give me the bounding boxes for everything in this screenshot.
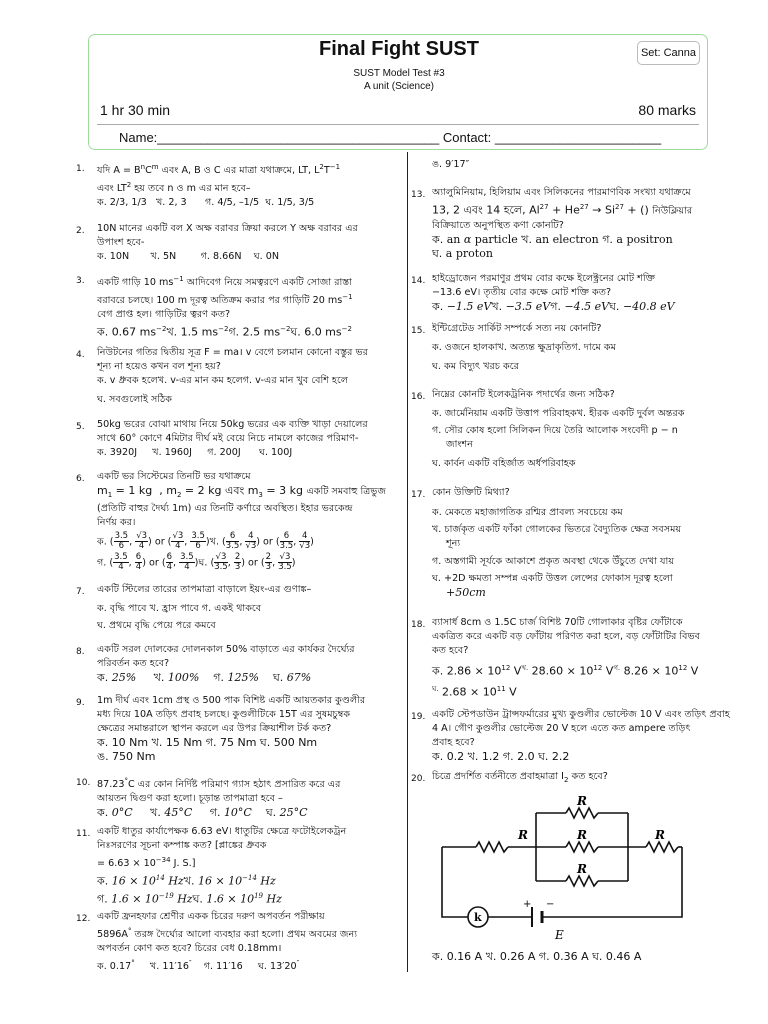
question-line: 13, 2 এবং 14 হলে, $Al^{27} + He^{27} \to Si^{27}$ + () নিউক্লিয়ার [432, 203, 693, 217]
options: ক. 2/3, 1/3 খ. 2, 3 গ. 4/5, –1/5 ঘ. 1/5, 3/5 [97, 197, 315, 209]
question-line: একটি ধাতুর কার্যাপেক্ষক 6.63 eV। ধাতুটির ক্ষেত্রে ফটোইলেকট্রন [97, 826, 347, 837]
question-line: অ্যালুমিনিয়াম, হিলিয়াম এবং সিলিকনের পারমাণবিক সংখ্যা যথাক্রমে [432, 187, 691, 198]
question-number: 17. [411, 490, 426, 500]
options: খ. চার্জকৃত একটি ফাঁকা গোলকের ভিতরে বৈদ্যুতিক ক্ষেত্র সবসময় [432, 524, 682, 535]
question-line: ক্ষেত্রের সমান্তরালে স্থাপন করলে এর উপর ক্রিয়াশীল টর্ক কত? [97, 723, 332, 734]
question-line: শূন্য না হয়েও কখন বল শূন্য হয়? [97, 361, 221, 372]
options: ক. 25% খ. 100% গ. 125% ঘ. 67% [97, 671, 312, 684]
question-17 [411, 486, 682, 600]
question-line: আয়তন দ্বিগুণ করা হলো। চূড়ান্ত তাপমাত্রা হবে – [97, 793, 283, 805]
question-number: 18. [411, 620, 426, 630]
question-line: 4 A। গৌণ কুণ্ডলীর ভোল্টেজ 20 V হলে এতে কত ampere তড়িৎ [432, 723, 691, 734]
options: ক. $2.86 \times 10^{12}$ $V^{খ.}$ $28.60 \times 10^{12}$ $V^{গ.}$ $8.26 \times 10^{12}$ V [432, 664, 699, 678]
options: ঘ. a proton [432, 246, 493, 260]
question-line: একটি স্টিলের তারের তাপমাত্রা বাড়ালে ইয়ং-এর গুণাঙ্ক– [97, 584, 312, 595]
options: ক. $16 \times 10^{14}$ Hzখ. $16 \times 10^{-14}$ Hz [97, 874, 276, 888]
question-line: চিত্রে প্রদর্শিত বর্তনীতে প্রবাহমাত্রা $I_2$ কত হবে? [432, 771, 608, 784]
question-10 [76, 774, 341, 820]
circuit-diagram [432, 795, 692, 945]
options: ক. জার্মেনিয়াম একটি উত্তাপ পরিবাহকখ. হীরক একটি দুর্বল অন্তরক [432, 408, 685, 419]
question-line: একত্রিত করে একটি বড় ফোঁটায় পরিণত করা হলে, বড় ফোঁটাটির বিভব [432, 631, 700, 642]
options: ক. 3920J খ. 1960J গ. 200J ঘ. 100J [97, 447, 293, 458]
question-number: 10. [76, 778, 91, 788]
total-marks: 80 marks [638, 102, 696, 118]
question-8 [76, 643, 355, 685]
options: জাংশন [446, 439, 473, 450]
options: ক. ওজনে হালকাখ. অত্যন্ত ক্ষুদ্রাকৃতিগ. দামে কম [432, 342, 616, 353]
question-line: ব্যাসার্ধ 8cm ও 1.5C চার্জ বিশিষ্ট 70টি গোলাকার বৃষ্টির ফোঁটাকে [432, 617, 683, 628]
options: ক. 0°C খ. 45°C গ. 10°C ঘ. 25°C [97, 806, 308, 820]
options: ঘ. সবগুলোই সঠিক [97, 394, 172, 405]
options: ক. 0.2 খ. 1.2 গ. 2.0 ঘ. 2.2 [432, 750, 570, 763]
question-number: 2. [76, 226, 85, 236]
question-7 [76, 583, 312, 633]
header-divider [97, 124, 699, 125]
question-number: 20. [411, 774, 426, 784]
resistor-label: R [518, 828, 528, 842]
question-line: উপাংশ হবে- [97, 237, 145, 248]
options: ক. 0.16 A খ. 0.26 A গ. 0.36 A ঘ. 0.46 A [432, 950, 642, 963]
subtitle-test: SUST Model Test #3 [353, 68, 445, 79]
column-divider [407, 152, 408, 972]
question-line: একটি ভর সিস্টেমের তিনটি ভর যথাক্রমে [97, 471, 251, 482]
question-line: নিউটনের গতির দ্বিতীয় সূত্র F = ma। v বেগে চলমান কোনো বস্তুর ভর [97, 347, 368, 358]
set-label: Set: Canna [637, 41, 700, 65]
question-number: 13. [411, 190, 426, 200]
question-18 [411, 616, 700, 699]
options: ক. 10 Nm খ. 15 Nm গ. 75 Nm ঘ. 500 Nm [97, 736, 318, 749]
question-13 [411, 186, 693, 261]
question-3 [76, 272, 353, 340]
options: ক. v ধ্রুবক হলেখ. v-এর মান কম হলেগ. v-এর মান খুব বেশি হলে [97, 375, 348, 386]
options: ক. 10N খ. 5N গ. 8.66N ঘ. 0N [97, 251, 280, 262]
header-box [88, 34, 708, 150]
question-9 [76, 694, 366, 764]
options: ক. −1.5 eVখ. −3.5 eVগ. −4.5 eVঘ. −40.8 eV [432, 300, 675, 313]
question-line: মধ্য দিয়ে 10A তড়িৎ প্রবাহ চলছে। কুণ্ডলীটিকে 15T এর সুষমচুম্বক [97, 709, 351, 720]
question-4 [76, 346, 368, 407]
question-line: 87.23°C এর কোন নির্দিষ্ট পরিমাণ গ্যাস হঠাৎ প্রসারিত করে এর [97, 777, 341, 791]
resistor-label: R [577, 828, 587, 842]
question-number: 14. [411, 276, 426, 286]
question-2 [76, 222, 358, 264]
question-line: 10N মানের একটি বল X অক্ষ বরাবর ক্রিয়া করলে Y অক্ষ বরাবর এর [97, 223, 358, 234]
question-number: 15. [411, 326, 426, 336]
question-line: একটি সরল দোলকের দোলনকাল 50% বাড়াতে এর কার্যকর দৈর্ঘ্যের [97, 644, 355, 655]
question-number: 11. [76, 829, 91, 839]
question-number: 1. [76, 164, 85, 174]
duration: 1 hr 30 min [100, 102, 171, 118]
question-number: 8. [76, 647, 85, 657]
question-line: 5896A° তরঙ্গ দৈর্ঘ্যের আলো ব্যবহার করা হলো। প্রথম অবমের জন্য [97, 927, 357, 941]
options: ক. বৃদ্ধি পাবে খ. হ্রাস পাবে গ. একই থাকবে [97, 603, 262, 614]
resistor-label: R [577, 862, 587, 876]
question-5 [76, 418, 368, 460]
options: ঘ. প্রথমে বৃদ্ধি পেয়ে পরে কমবে [97, 620, 216, 631]
question-line: নির্ণয় কর। [97, 517, 136, 529]
options: $^{ঘ.}$ $2.68 \times 10^{11}$ V [432, 684, 517, 699]
question-19 [411, 708, 730, 764]
question-number: 6. [76, 474, 85, 484]
question-16 [411, 388, 685, 471]
options: ঘ. +2D ক্ষমতা সম্পন্ন একটি উত্তল লেন্সের ফোকাস দূরত্ব হলো [432, 573, 673, 584]
question-15 [411, 322, 616, 374]
key-label: k [474, 911, 482, 924]
name-contact-line: Name:_______________________________________ Contact: _______________________ [119, 130, 662, 145]
options: ক. an α particle খ. an electron গ. a positron [432, 232, 673, 246]
battery-minus: − [546, 899, 555, 910]
question-line: (প্রতিটি বাহুর দৈর্ঘ্য 1m) এর তিনটি কর্ণারে অবস্থিত। ইহার ভরকেন্দ্র [97, 503, 353, 515]
question-14 [411, 272, 675, 314]
question-line: কত হবে? [432, 645, 469, 656]
question-line: সাথে 60° কোণে 4মিটার দীর্ঘ মই বেয়ে নিচে নামলে কাজের পরিমাণ- [97, 433, 359, 444]
question-number: 5. [76, 422, 85, 432]
subtitle-unit: A unit (Science) [363, 81, 435, 92]
options: গ. অস্তগামী সূর্যকে আকাশে প্রকৃত অবস্থা থেকে উঁচুতে দেখা যায় [432, 556, 674, 567]
question-line: এবং $LT^2$ হয় তবে n ও m এর মান হবে– [97, 181, 251, 195]
options: গ. সৌর কোষ হলো সিলিকন দিয়ে তৈরি আলোক সংবেদী p − n [432, 425, 678, 436]
question-12-option-e [432, 158, 469, 172]
question-line: $m_1 = 1$ kg , $m_2 = 2$ kg এবং $m_3 = 3$ kg একটি সমবাহু ত্রিভুজ [97, 484, 386, 500]
question-20-options [432, 950, 641, 964]
options: গ. ( $\frac{3.5}{4}$ , $\frac{6}{4}$ ) or ( $\frac{6}{4}$ , $\frac{3.5}{4}$ )ঘ. ( $\frac{√3}{3.5}$ , $\frac{2}{3}$ ) or ( $\frac{2}{3}$ , $\frac{√3}{3.5}$ ) [97, 552, 296, 573]
emf-label: E [555, 928, 564, 942]
question-line: ইন্টিগ্রেটেড সার্কিট সম্পর্কে সত্য নয় কোনটি? [432, 323, 602, 334]
question-line: বেগ প্রাপ্ত হল। গাড়িটির ত্বরণ কত? [97, 309, 231, 321]
question-12 [76, 910, 357, 974]
question-number: 7. [76, 587, 85, 597]
question-number: 3. [76, 276, 85, 286]
options: গ. $1.6 \times 10^{-19}$ Hzঘ. $1.6 \times 10^{19}$ Hz [97, 891, 282, 906]
question-line: কোন উক্তিটি মিথ্যা? [432, 487, 510, 498]
question-line: একটি গাড়ি 10 $ms^{-1}$ আদিবেগ নিয়ে সমত্বরণে একটি সোজা রাস্তা [97, 275, 352, 289]
question-1 [76, 160, 341, 210]
question-line: হাইড্রোজেন পরমাণুর প্রথম বোর কক্ষে ইলেক্ট্রনের মোট শক্তি [432, 273, 655, 284]
options: ঙ. 750 Nm [97, 750, 156, 763]
options: +50cm [446, 586, 486, 599]
options: ক. ( $\frac{3.5}{6}$ , $\frac{√3}{4}$ ) or ( $\frac{√3}{4}$ , $\frac{3.5}{6}$ )খ. ( $\frac{6}{3.5}$ , $\frac{4}{√3}$ ) or ( $\frac{6}{3.5}$ , $\frac{4}{√3}$ ) [97, 531, 314, 552]
question-number: 12. [76, 914, 91, 924]
question-number: 16. [411, 392, 426, 402]
question-line: একটি স্টেপডাউন ট্রান্সফর্মারের মুখ্য কুণ্ডলীর ভোল্টেজ 10 V এবং তড়িৎ প্রবাহ [432, 709, 730, 720]
resistor-label: R [577, 795, 587, 808]
page-title: Final Fight SUST [319, 38, 479, 60]
options: ক. 0.67 $ms^{-2}খ$. 1.5 $ms^{-2}গ$. 2.5 $ms^{-2}ঘ$. 6.0 $ms^{-2}$ [97, 325, 352, 340]
question-line: পরিবর্তন কত হবে? [97, 658, 170, 669]
options: ক. মেকতে মহাজাগতিক রশ্মির প্রাবল্য সবচেয়ে কম [432, 507, 623, 518]
options: ক. 0.17° খ. 11′16″ গ. 11′16 ঘ. 13′20″ [97, 959, 300, 973]
question-number: 4. [76, 350, 85, 360]
question-line: যদি $A = B^nC^m$ এবং A, B ও C এর মাত্রা যথাক্রমে, LT, $L^2T^{-1}$ [97, 163, 341, 177]
question-line: 1m দীর্ঘ এবং 1cm প্রস্থ ও 500 পাক বিশিষ্ট একটি আয়তকার কুণ্ডলীর [97, 695, 366, 706]
question-line: = $6.63 \times 10^{-34}$ J. S.] [97, 856, 196, 870]
question-number: 9. [76, 698, 85, 708]
question-line: −13.6 eV। তৃতীয় বোর কক্ষে মোট শক্তি কত? [432, 287, 612, 298]
options: ঘ. কার্বন একটি বহির্জাত অর্ধপরিবাহক [432, 458, 576, 469]
question-line: প্রবাহ হবে? [432, 737, 475, 748]
question-11 [76, 825, 347, 907]
question-line: নিঃসরণের সূচনা কম্পাঙ্ক কত? [প্লাঙ্কের ধ্রুবক [97, 840, 267, 851]
question-line: নিম্নের কোনটি ইলেকট্রনিক পদার্থের জন্য সঠিক? [432, 389, 615, 400]
battery-plus: + [523, 899, 532, 910]
question-20 [411, 770, 608, 787]
question-number: 19. [411, 712, 426, 722]
options: ঙ. 9′17″ [432, 159, 470, 170]
question-line: বিক্রিয়াতে অনুপস্থিত কণা কোনটি? [432, 219, 564, 231]
question-line: একটি ফ্রনহফার শ্রেণীর একক চিরের দরুণ অপবর্তন পরীক্ষায় [97, 911, 325, 922]
question-line: 50kg ভরের বোঝা মাথায় নিয়ে 50kg ভরের এক ব্যক্তি খাড়া দেয়ালের [97, 419, 368, 430]
question-line: অপবর্তন কোণ কত হবে? চিরের বেধ 0.18mm। [97, 943, 282, 955]
options: ঘ. কম বিদ্যুৎ খরচ করে [432, 361, 519, 372]
question-6 [76, 470, 386, 573]
resistor-label: R [655, 828, 665, 842]
question-line: বরাবরে চলছে। 100 m দূরত্ব অতিক্রম করার পর গাড়িটি 20 $ms^{-1}$ [97, 293, 353, 307]
options: শূন্য [446, 538, 461, 549]
